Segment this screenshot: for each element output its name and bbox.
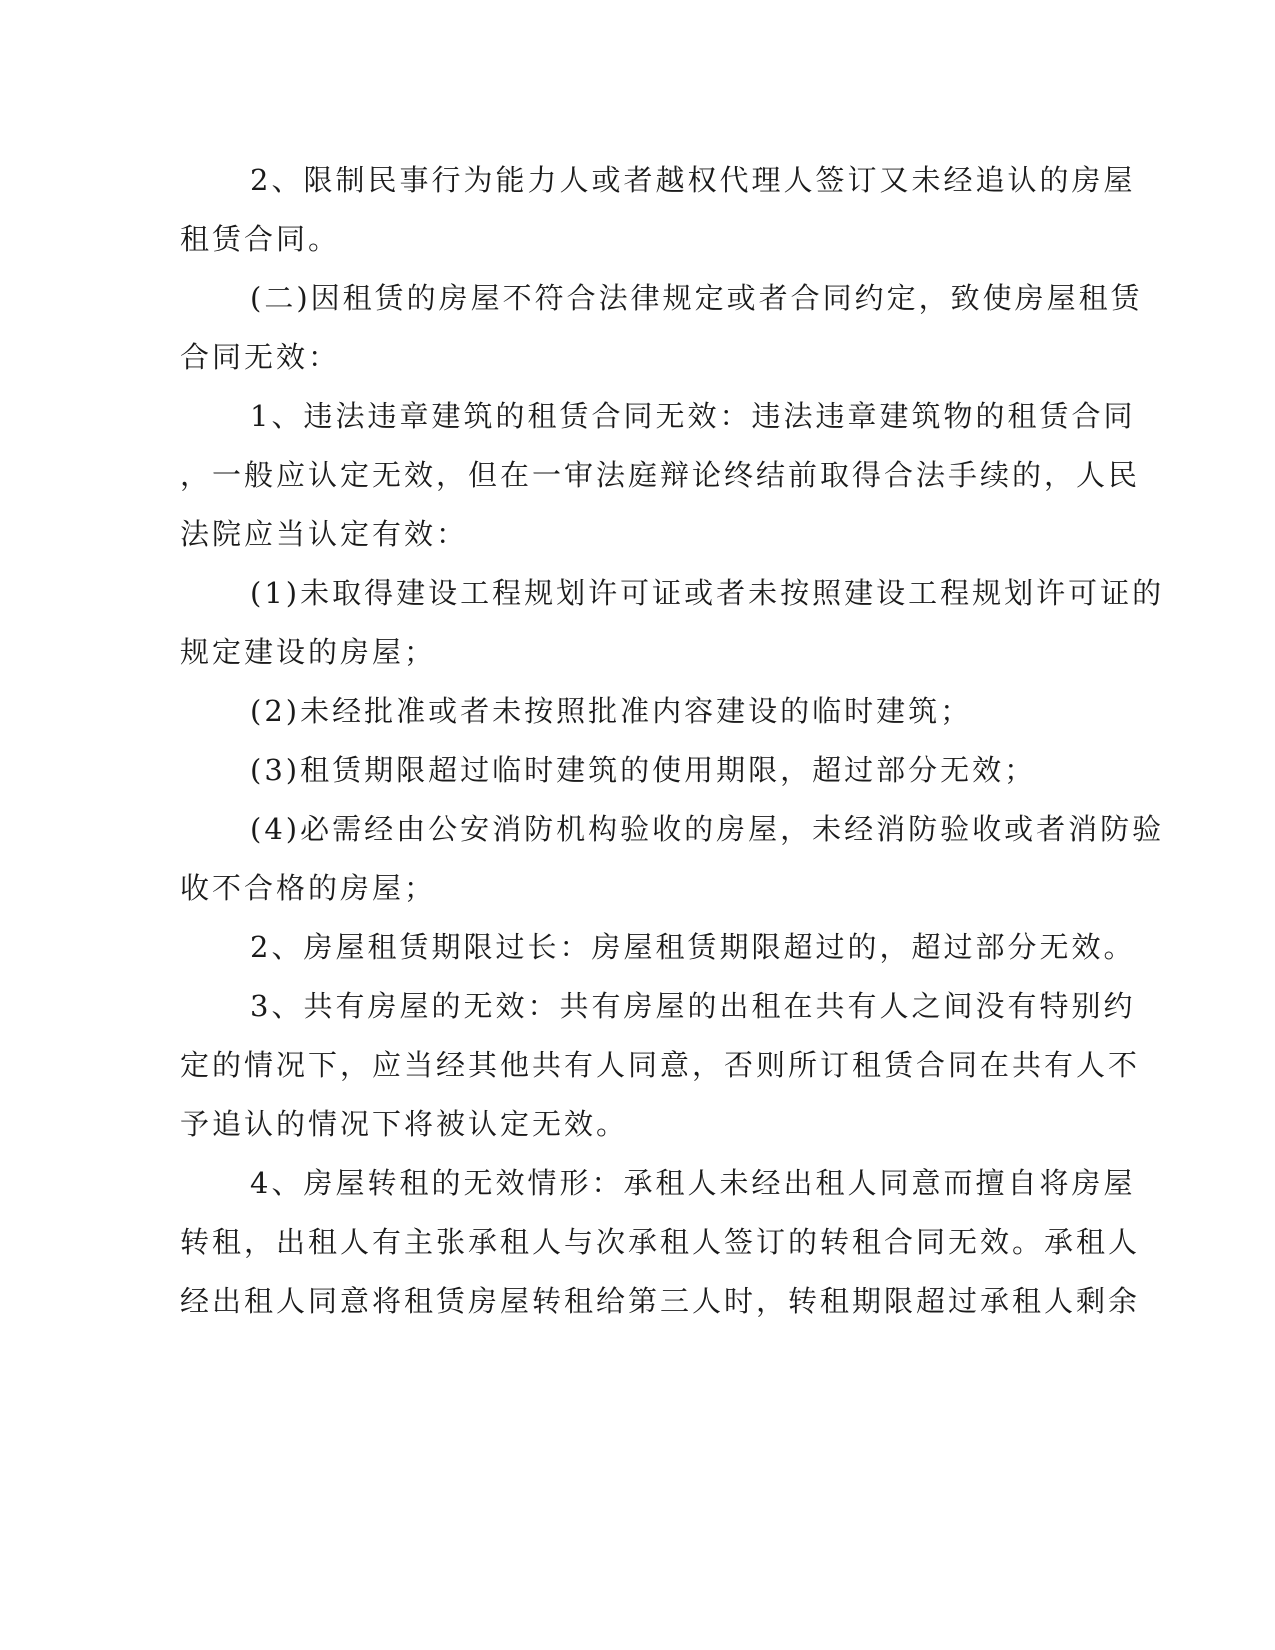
paragraph-line: 转租，出租人有主张承租人与次承租人签订的转租合同无效。承租人 bbox=[180, 1225, 1141, 1259]
paragraph-line: 2、房屋租赁期限过长：房屋租赁期限超过的，超过部分无效。 bbox=[250, 930, 1136, 964]
paragraph-line: (二)因租赁的房屋不符合法律规定或者合同约定，致使房屋租赁 bbox=[250, 281, 1143, 315]
paragraph-line: 3、共有房屋的无效：共有房屋的出租在共有人之间没有特别约 bbox=[250, 989, 1136, 1023]
paragraph-line: (4)必需经由公安消防机构验收的房屋，未经消防验收或者消防验 bbox=[250, 812, 1165, 846]
paragraph-line: 2、限制民事行为能力人或者越权代理人签订又未经追认的房屋 bbox=[250, 163, 1136, 197]
paragraph-line: 经出租人同意将租赁房屋转租给第三人时，转租期限超过承租人剩余 bbox=[180, 1284, 1141, 1318]
paragraph-line: 租赁合同。 bbox=[180, 222, 341, 256]
paragraph-line: 4、房屋转租的无效情形：承租人未经出租人同意而擅自将房屋 bbox=[250, 1166, 1136, 1200]
paragraph-line: (1)未取得建设工程规划许可证或者未按照建设工程规划许可证的 bbox=[250, 576, 1165, 610]
paragraph-line: (3)租赁期限超过临时建筑的使用期限，超过部分无效； bbox=[250, 753, 1037, 787]
paragraph-line: ，一般应认定无效，但在一审法庭辩论终结前取得合法手续的，人民 bbox=[180, 458, 1141, 492]
paragraph-line: 定的情况下，应当经其他共有人同意，否则所订租赁合同在共有人不 bbox=[180, 1048, 1141, 1082]
paragraph-line: 法院应当认定有效： bbox=[180, 517, 469, 551]
paragraph-line: (2)未经批准或者未按照批准内容建设的临时建筑； bbox=[250, 694, 973, 728]
paragraph-line: 合同无效： bbox=[180, 340, 341, 374]
paragraph-line: 收不合格的房屋； bbox=[180, 871, 437, 905]
paragraph-line: 规定建设的房屋； bbox=[180, 635, 437, 669]
paragraph-line: 予追认的情况下将被认定无效。 bbox=[180, 1107, 629, 1141]
paragraph-line: 1、违法违章建筑的租赁合同无效：违法违章建筑物的租赁合同 bbox=[250, 399, 1136, 433]
